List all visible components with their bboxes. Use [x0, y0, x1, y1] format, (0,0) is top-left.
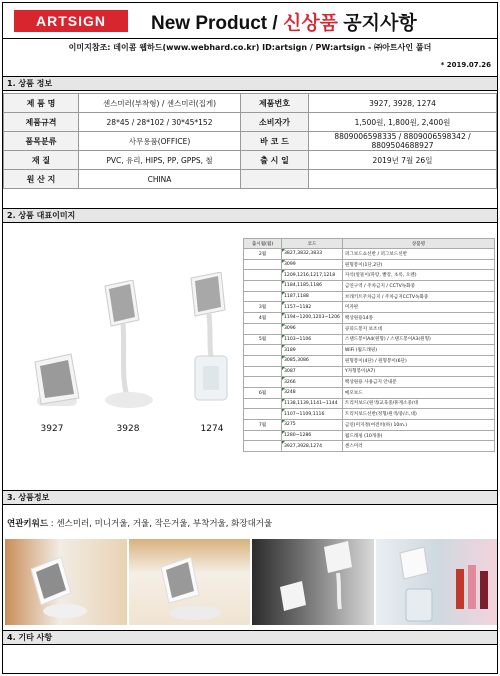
row-product: 스탠드봉이A4(원형) / 스탠드봉이A3(원형) — [342, 334, 494, 345]
row-month — [244, 270, 282, 281]
row-code: 1184,1185,1186 — [282, 281, 343, 292]
schedule-row — [244, 291, 495, 302]
release-schedule-table — [243, 238, 495, 452]
keywords-label: 연관키워드 — [7, 519, 49, 529]
row-code: 3827,3832,3833 — [282, 249, 343, 260]
row-month: 4월 — [244, 313, 282, 324]
value-release: 2019년 7월 26일 — [309, 151, 497, 170]
row-month: 2월 — [244, 249, 282, 260]
row-month — [244, 323, 282, 334]
photo-1 — [5, 539, 127, 625]
row-product: 금연구역 / 주차금지 / CCTV녹화중 — [342, 281, 494, 292]
row-code: 3099 — [282, 259, 343, 270]
schedule-row — [244, 441, 495, 452]
label-origin: 원 산 지 — [4, 170, 79, 189]
row-code: 3096 — [282, 323, 343, 334]
row-month — [244, 441, 282, 452]
row-month — [244, 355, 282, 366]
row-month: 6월 — [244, 387, 282, 398]
product-label-3928: 3928 — [116, 424, 140, 434]
row-product: 미자판 — [342, 302, 494, 313]
row-code: 1138,1139,1141~1144 — [282, 398, 343, 409]
row-product: 트리커보드(원색/교육중/휴게소중/대 — [342, 398, 494, 409]
row-code: 3085,3086 — [282, 355, 343, 366]
row-code: 3087 — [282, 366, 343, 377]
header — [3, 3, 497, 39]
product-3928-image — [99, 280, 155, 410]
product-1274-image — [183, 272, 239, 410]
row-code: 1157~1182 — [282, 302, 343, 313]
label-code: 제품번호 — [241, 94, 309, 113]
row-product: 센스미러 — [342, 441, 494, 452]
row-product: 트리커보드선반(정형/원색/중/소,대) — [342, 409, 494, 420]
row-month: 5월 — [244, 334, 282, 345]
value-name: 센스미러(부착형) / 센스미러(집게) — [79, 94, 241, 113]
row-product: 브래키트주차금지 / 주차금지CCTV녹화중 — [342, 291, 494, 302]
value-price: 1,500원, 1,800원, 2,400원 — [309, 113, 497, 132]
schedule-row — [244, 409, 495, 420]
row-code: 3266 — [282, 377, 343, 388]
product-3927-image — [31, 352, 83, 412]
row-product: 원형봉이(1단,2단) — [342, 259, 494, 270]
row-code: 1187,1188 — [282, 291, 343, 302]
row-month: 7월 — [244, 420, 282, 431]
page-title — [151, 8, 417, 35]
label-barcode: 바 코 드 — [241, 132, 309, 151]
row-month — [244, 430, 282, 441]
row-month — [244, 398, 282, 409]
schedule-body — [244, 249, 495, 452]
schedule-row — [244, 249, 495, 260]
section-product-info: 1. 상품 정보 — [3, 76, 497, 91]
row-product: 메모보드 — [342, 387, 494, 398]
row-product: 자석(알뜰이/파랑, 빨강, 초록, 오렌) — [342, 270, 494, 281]
label-price: 소비자가 — [241, 113, 309, 132]
title-en: New Product / — [151, 13, 283, 34]
schedule-row — [244, 334, 495, 345]
label-material: 재 질 — [4, 151, 79, 170]
row-month — [244, 345, 282, 356]
schedule-row — [244, 387, 495, 398]
schedule-row — [244, 377, 495, 388]
photo-3 — [252, 539, 374, 625]
notice-date: * 2019.07.26 — [440, 61, 491, 69]
images-area — [3, 224, 497, 489]
row-code: 1194~1200,1203~1206 — [282, 313, 343, 324]
notice-sheet — [2, 2, 498, 674]
schedule-row — [244, 398, 495, 409]
label-name: 제 품 명 — [4, 94, 79, 113]
photo-2 — [129, 539, 251, 625]
row-product: 금연(미지정(여전히(하) 10m.) — [342, 420, 494, 431]
row-month — [244, 409, 282, 420]
row-product: 원형봉이(4단) / 원형봉이(6단) — [342, 355, 494, 366]
row-code: 3927,3928,1274 — [282, 441, 343, 452]
row-month — [244, 377, 282, 388]
schedule-row — [244, 302, 495, 313]
value-category: 사무용품(OFFICE) — [79, 132, 241, 151]
value-barcode: 8809006598335 / 8809006598342 / 8809504688927 — [309, 132, 497, 151]
value-code: 3927, 3928, 1274 — [309, 94, 497, 113]
schedule-row — [244, 430, 495, 441]
col-code: 코드 — [282, 239, 343, 249]
product-label-3927: 3927 — [40, 424, 64, 434]
row-month: 3월 — [244, 302, 282, 313]
row-code: 3275 — [282, 420, 343, 431]
value-origin: CHINA — [79, 170, 241, 189]
schedule-row — [244, 281, 495, 292]
row-code: 1107~1109,1116 — [282, 409, 343, 420]
value-spec: 28*45 / 28*102 / 30*45*152 — [79, 113, 241, 132]
artsign-logo: ARTSIGN — [14, 10, 128, 32]
product-info-table — [3, 93, 497, 189]
row-code: 1280~1286 — [282, 430, 343, 441]
row-product: Y자형봉이(A7) — [342, 366, 494, 377]
row-product: 월드래핑 (10개종) — [342, 430, 494, 441]
row-product: WiFi (월드래핑) — [342, 345, 494, 356]
col-product: 상품명 — [342, 239, 494, 249]
empty-label — [241, 170, 309, 189]
label-spec: 제품규격 — [4, 113, 79, 132]
schedule-row — [244, 270, 495, 281]
schedule-row — [244, 323, 495, 334]
row-month — [244, 366, 282, 377]
row-code: 3189 — [282, 345, 343, 356]
photo-strip — [5, 539, 497, 625]
row-product: 백상원용14종 — [342, 313, 494, 324]
schedule-row — [244, 420, 495, 431]
photo-4 — [376, 539, 498, 625]
row-code: 3248 — [282, 387, 343, 398]
row-code: 1209,1216,1217,1218 — [282, 270, 343, 281]
schedule-row — [244, 355, 495, 366]
section-images: 2. 상품 대표이미지 — [3, 208, 497, 223]
keywords-text: : 센스미러, 미니거울, 거울, 작은거울, 부착거울, 화장대거울 — [48, 519, 273, 529]
schedule-row — [244, 345, 495, 356]
row-month — [244, 281, 282, 292]
label-release: 출 시 일 — [241, 151, 309, 170]
value-material: PVC, 유리, HIPS, PP, GPPS, 철 — [79, 151, 241, 170]
title-highlight: 신상품 — [282, 13, 339, 34]
row-month — [244, 291, 282, 302]
schedule-row — [244, 313, 495, 324]
reference-note: 이미지참조: 데이콤 웹하드(www.webhard.co.kr) ID:artsign / PW:artsign - ㈜아트사인 풀더 — [68, 43, 432, 52]
empty-value — [309, 170, 497, 189]
label-category: 품목분류 — [4, 132, 79, 151]
section-etc: 4. 기타 사항 — [3, 630, 497, 645]
schedule-row — [244, 259, 495, 270]
col-month: 출시월(월) — [244, 239, 282, 249]
row-code: 1103~1106 — [282, 334, 343, 345]
row-product: 큐피드봉지 보조대 — [342, 323, 494, 334]
row-product: 퍼그보드쇼선반 / 퍼그보드선반 — [342, 249, 494, 260]
row-product: 백상원용 사용금지 안내문 — [342, 377, 494, 388]
section-detail: 3. 상품정보 — [3, 490, 497, 505]
product-label-1274: 1274 — [200, 424, 224, 434]
keywords — [7, 517, 272, 529]
row-month — [244, 259, 282, 270]
title-kr: 공지사항 — [338, 13, 417, 34]
schedule-row — [244, 366, 495, 377]
